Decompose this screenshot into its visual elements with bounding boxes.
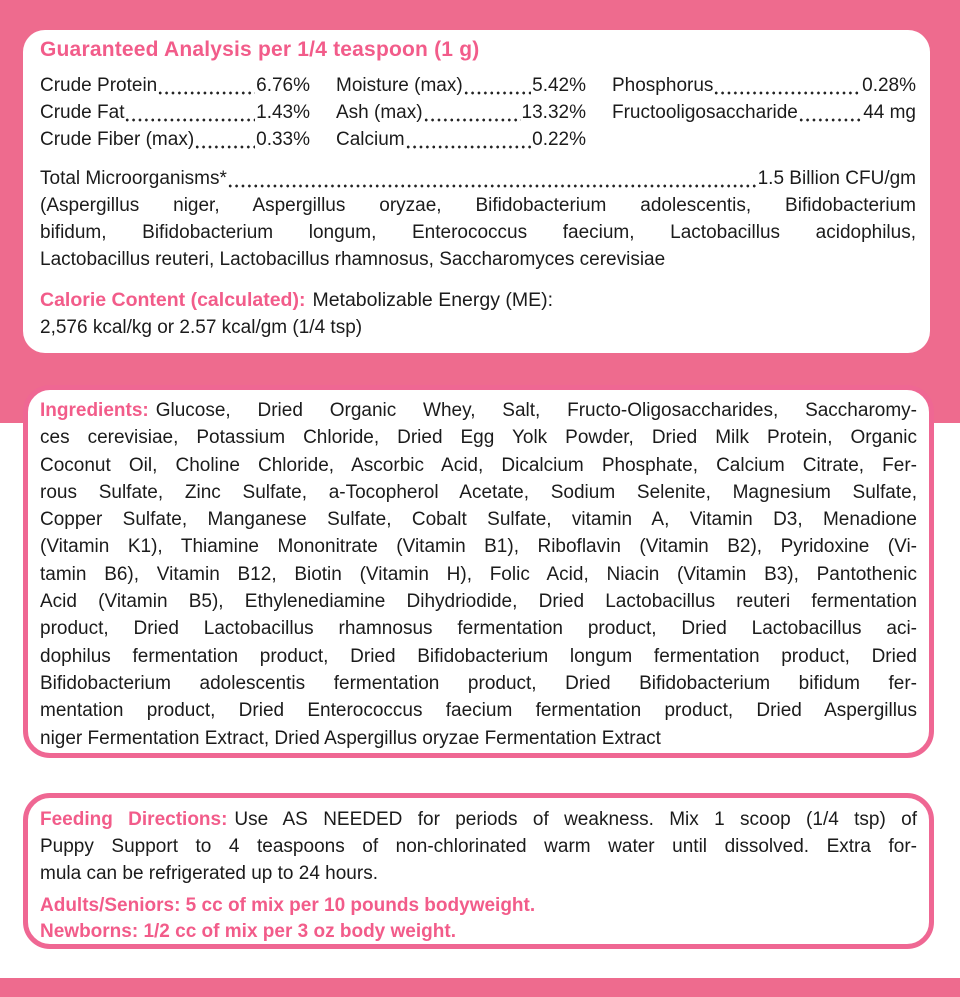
ingredients-panel (23, 385, 934, 758)
ingredients-line: Acid (Vitamin B5), Ethylenediamine Dihydriodide, Dried Lactobacillus reuteri fermentation (40, 591, 917, 613)
nutrient-label: Calcium (336, 129, 405, 150)
feeding-directions-paragraph (40, 806, 917, 887)
dot-leader (125, 118, 255, 122)
dot-leader (714, 91, 861, 95)
nutrient-label: Phosphorus (612, 75, 714, 96)
newborns-dosage-line: Newborns: 1/2 cc of mix per 3 oz body weight. (40, 921, 456, 942)
dot-leader (228, 184, 757, 188)
ingredients-line-text: Glucose, Dried Organic Whey, Salt, Fructo-Oligosaccharides, Saccharomy- (155, 400, 917, 421)
nutrient-table (40, 72, 916, 153)
calorie-content-heading: Calorie Content (calculated): (40, 289, 306, 311)
nutrient-value: 0.22% (532, 129, 586, 150)
nutrient-value: 0.28% (862, 75, 916, 96)
ingredients-line: ces cerevisiae, Potassium Chloride, Dried Egg Yolk Powder, Dried Milk Protein, Organic (40, 427, 917, 449)
total-microorganisms-value: 1.5 Billion CFU/gm (757, 168, 916, 189)
ingredients-line: product, Dried Lactobacillus rhamnosus fermentation product, Dried Lactobacillus aci- (40, 618, 917, 640)
nutrient-value: 5.42% (532, 75, 586, 96)
nutrient-value: 0.33% (256, 129, 310, 150)
species-line: Lactobacillus reuteri, Lactobacillus rhamnosus, Saccharomyces cerevisiae (40, 249, 666, 270)
nutrient-label: Crude Fat (40, 102, 125, 123)
nutrient-label: Moisture (max) (336, 75, 463, 96)
microorganism-species-paragraph (40, 192, 916, 273)
nutrient-row (40, 126, 310, 153)
ingredients-line: niger Fermentation Extract, Dried Aspergillus oryzae Fermentation Extract (40, 727, 661, 749)
nutrient-row (612, 99, 916, 126)
ingredients-line: Coconut Oil, Choline Chloride, Ascorbic Acid, Dicalcium Phosphate, Calcium Citrate, Fer- (40, 454, 917, 476)
nutrient-row (336, 72, 586, 99)
adults-dosage-line: Adults/Seniors: 5 cc of mix per 10 pounds bodyweight. (40, 895, 536, 916)
feeding-directions-panel (23, 793, 934, 949)
feeding-line: Puppy Support to 4 teaspoons of non-chlorinated warm water until dissolved. Extra for- (40, 836, 917, 857)
nutrient-column-1 (40, 72, 310, 153)
ingredients-line: Bifidobacterium adolescentis fermentation product, Dried Bifidobacterium bifidum fer- (40, 672, 917, 694)
ingredients-line: (Vitamin K1), Thiamine Mononitrate (Vitamin B1), Riboflavin (Vitamin B2), Pyridoxine (Vi- (40, 536, 917, 558)
nutrient-value: 44 mg (863, 102, 916, 123)
nutrient-value: 1.43% (256, 102, 310, 123)
feeding-line: mula can be refrigerated up to 24 hours. (40, 863, 378, 884)
calorie-content-text: Metabolizable Energy (ME): (312, 289, 554, 311)
dot-leader (195, 145, 255, 149)
dot-leader (464, 91, 531, 95)
nutrient-value: 6.76% (256, 75, 310, 96)
ingredients-line: mentation product, Dried Enterococcus faecium fermentation product, Dried Aspergillus (40, 700, 917, 722)
feeding-line-text: Use AS NEEDED for periods of weakness. Mix 1 scoop (1/4 tsp) of (234, 809, 917, 830)
species-line: bifidum, Bifidobacterium longum, Enterococcus faecium, Lactobacillus acidophilus, (40, 222, 916, 243)
ingredients-line (40, 397, 917, 424)
nutrient-row (336, 99, 586, 126)
ingredients-paragraph (40, 397, 917, 752)
nutrient-label: Ash (max) (336, 102, 423, 123)
nutrient-label: Crude Protein (40, 75, 158, 96)
ingredients-line: Copper Sulfate, Manganese Sulfate, Cobalt Sulfate, vitamin A, Vitamin D3, Menadione (40, 509, 917, 531)
nutrient-column-2 (336, 72, 586, 153)
nutrient-value: 13.32% (521, 102, 586, 123)
dot-leader (158, 91, 255, 95)
calorie-content-value: 2,576 kcal/kg or 2.57 kcal/gm (1/4 tsp) (40, 317, 363, 338)
feeding-line (40, 806, 917, 833)
species-line: (Aspergillus niger, Aspergillus oryzae, Bifidobacterium adolescentis, Bifidobacterium (40, 195, 916, 216)
dot-leader (799, 118, 862, 122)
dot-leader (424, 118, 521, 122)
nutrient-row (336, 126, 586, 153)
dot-leader (406, 145, 532, 149)
nutrient-row (40, 72, 310, 99)
total-microorganisms-label: Total Microorganisms* (40, 168, 227, 189)
ingredients-line: rous Sulfate, Zinc Sulfate, a-Tocopherol Acetate, Sodium Selenite, Magnesium Sulfate, (40, 481, 917, 503)
ingredients-line: tamin B6), Vitamin B12, Biotin (Vitamin H), Folic Acid, Niacin (Vitamin B3), Pantothenic (40, 563, 917, 585)
nutrient-label: Crude Fiber (max) (40, 129, 195, 150)
guaranteed-analysis-title: Guaranteed Analysis per 1/4 teaspoon (1 g) (40, 38, 480, 61)
guaranteed-analysis-panel (23, 30, 930, 353)
nutrient-column-3 (612, 72, 916, 153)
bottom-pink-band (0, 978, 960, 997)
total-microorganisms-row (40, 165, 916, 192)
calorie-content-line (40, 287, 916, 314)
nutrient-row (612, 72, 916, 99)
ingredients-heading: Ingredients: (40, 400, 149, 421)
ingredients-line: dophilus fermentation product, Dried Bifidobacterium longum fermentation product, Dried (40, 645, 917, 667)
nutrient-label: Fructooligosaccharide (612, 102, 798, 123)
nutrient-row (40, 99, 310, 126)
feeding-directions-heading: Feeding Directions: (40, 809, 228, 830)
